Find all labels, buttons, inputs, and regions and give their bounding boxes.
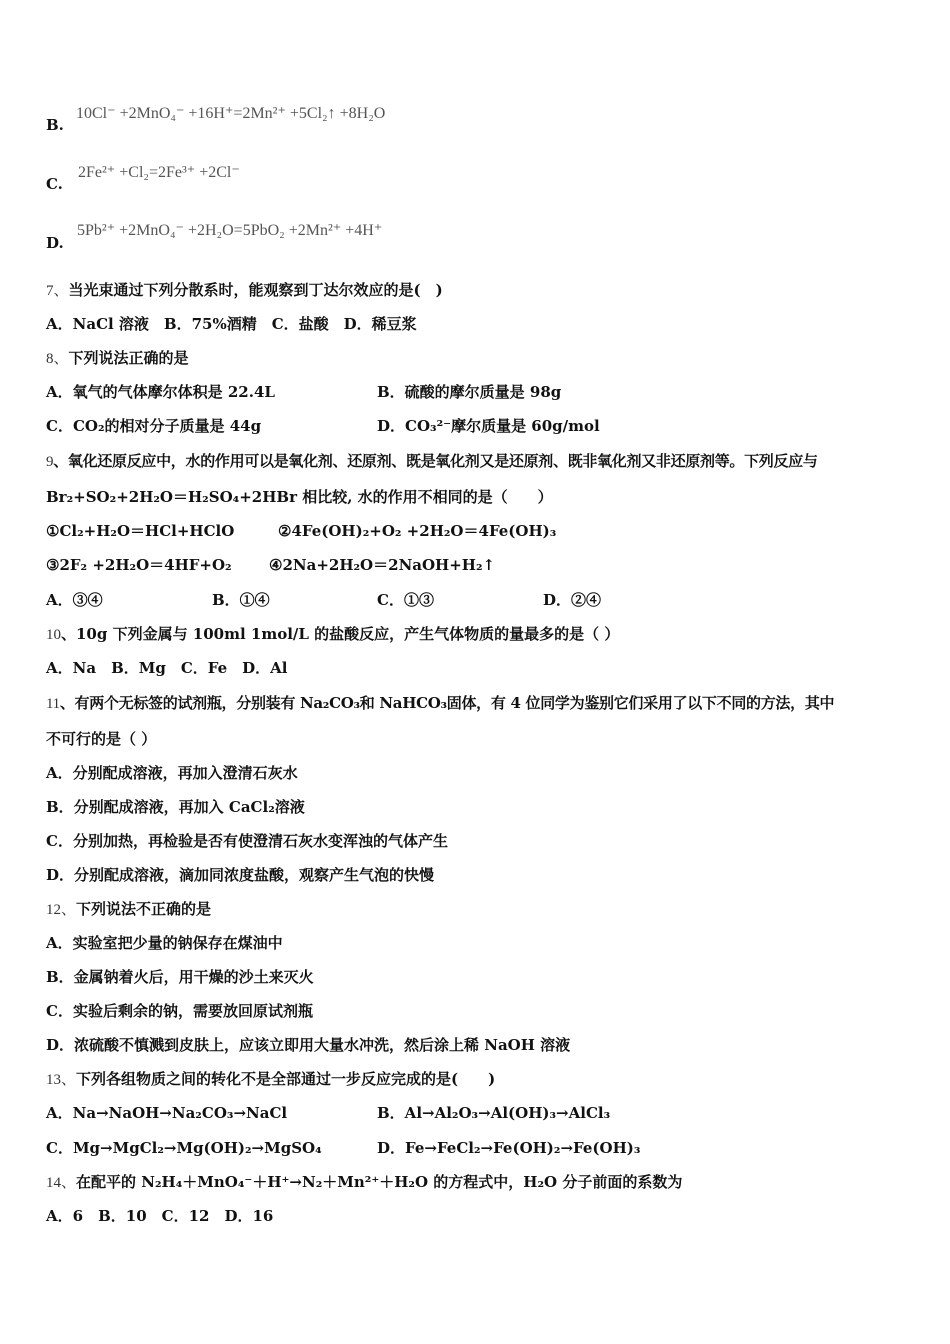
- question-number: 12、: [46, 902, 77, 918]
- stem-text: 当光束通过下列分散系时，能观察到丁达尔效应的是( ): [68, 281, 443, 299]
- question-stem-line2: 不可行的是（ ）: [46, 730, 157, 748]
- question-number: 8、: [46, 351, 69, 367]
- option-d: D．分别配成溶液，滴加同浓度盐酸，观察产生气泡的快慢: [46, 866, 435, 884]
- option-label: B.: [46, 116, 64, 134]
- equation: 2Fe²⁺ +Cl₂=2Fe³⁺ +2Cl⁻: [78, 164, 240, 181]
- stem-text: 、氧化还原反应中，水的作用可以是氧化剂、还原剂、既是氧化剂又是还原剂、既非氧化剂又非还原剂等。下列反应与: [53, 452, 818, 470]
- question-number: 13、: [46, 1072, 77, 1088]
- option-b: B．Al→Al₂O₃→Al(OH)₃→AlCl₃: [377, 1104, 611, 1122]
- stem-text: 下列各组物质之间的转化不是全部通过一步反应完成的是( ): [76, 1070, 496, 1088]
- option-b: B．硫酸的摩尔质量是 98g: [377, 383, 562, 401]
- question-options: A．6 B．10 C．12 D．16: [46, 1207, 274, 1225]
- option-a: A．实验室把少量的钠保存在煤油中: [46, 934, 283, 952]
- option-c: C．分别加热，再检验是否有使澄清石灰水变浑浊的气体产生: [46, 832, 448, 850]
- question-number: 7、: [46, 283, 69, 299]
- option-c: C．CO₂的相对分子质量是 44g: [46, 417, 262, 435]
- stem-text: 、有两个无标签的试剂瓶，分别装有 Na₂CO₃和 NaHCO₃固体，有 4 位同学为鉴别它们采用了以下不同的方法，其中: [59, 694, 835, 712]
- option-a: A．③④: [46, 591, 103, 609]
- option-a: A．Na→NaOH→Na₂CO₃→NaCl: [46, 1104, 288, 1122]
- question-number: 14、: [46, 1175, 77, 1191]
- option-c: C．①③: [377, 591, 434, 609]
- equation: 10Cl⁻ +2MnO₄⁻ +16H⁺=2Mn²⁺ +5Cl₂↑ +8H₂O: [76, 105, 386, 122]
- option-d: D．②④: [543, 591, 602, 609]
- question-options: A．Na B．Mg C．Fe D．Al: [46, 659, 288, 677]
- equation: 5Pb²⁺ +2MnO₄⁻ +2H₂O=5PbO₂ +2Mn²⁺ +4H⁺: [77, 222, 383, 239]
- question-stem-line1: [46, 693, 834, 714]
- question-stem: [46, 280, 443, 301]
- question-stem: [46, 899, 211, 920]
- stem-text: 下列说法不正确的是: [76, 900, 212, 918]
- question-stem-line1: [46, 451, 818, 472]
- reaction-1: ①Cl₂+H₂O＝HCl+HClO: [46, 522, 235, 540]
- option-b: B．①④: [212, 591, 270, 609]
- option-b: B．分别配成溶液，再加入 CaCl₂溶液: [46, 798, 305, 816]
- stem-text: 下列说法正确的是: [68, 349, 189, 367]
- stem-text: 在配平的 N₂H₄＋MnO₄⁻＋H⁺→N₂＋Mn²⁺＋H₂O 的方程式中，H₂O 分子前面的系数为: [76, 1173, 683, 1191]
- option-c: C．实验后剩余的钠，需要放回原试剂瓶: [46, 1002, 313, 1020]
- option-c: C．Mg→MgCl₂→Mg(OH)₂→MgSO₄: [46, 1139, 322, 1157]
- option-d: D．浓硫酸不慎溅到皮肤上，应该立即用大量水冲洗，然后涂上稀 NaOH 溶液: [46, 1036, 571, 1054]
- reaction-3: ③2F₂ +2H₂O＝4HF+O₂: [46, 556, 232, 574]
- reaction-2: ②4Fe(OH)₂+O₂ +2H₂O＝4Fe(OH)₃: [278, 522, 557, 540]
- question-stem: [46, 1172, 682, 1193]
- question-number: 9: [46, 454, 54, 470]
- option-d: D．CO₃²⁻摩尔质量是 60g/mol: [377, 417, 600, 435]
- option-a: A．分别配成溶液，再加入澄清石灰水: [46, 764, 298, 782]
- question-number: 10: [46, 627, 61, 643]
- question-number: 11: [46, 696, 60, 712]
- question-stem: [46, 348, 189, 369]
- stem-text: 、10g 下列金属与 100ml 1mol/L 的盐酸反应，产生气体物质的量最多的是（ ）: [61, 625, 620, 643]
- question-stem: [46, 624, 619, 645]
- question-stem: [46, 1069, 495, 1090]
- question-options: A．NaCl 溶液 B．75%酒精 C．盐酸 D．稀豆浆: [46, 315, 417, 333]
- option-label: C.: [46, 175, 63, 193]
- question-stem-line2: Br₂+SO₂+2H₂O＝H₂SO₄+2HBr 相比较, 水的作用不相同的是（ ）: [46, 488, 553, 506]
- option-a: A．氧气的气体摩尔体积是 22.4L: [46, 383, 275, 401]
- reaction-4: ④2Na+2H₂O＝2NaOH+H₂↑: [269, 556, 496, 574]
- option-d: D．Fe→FeCl₂→Fe(OH)₂→Fe(OH)₃: [377, 1139, 641, 1157]
- option-b: B．金属钠着火后，用干燥的沙土来灭火: [46, 968, 314, 986]
- option-label: D.: [46, 234, 64, 252]
